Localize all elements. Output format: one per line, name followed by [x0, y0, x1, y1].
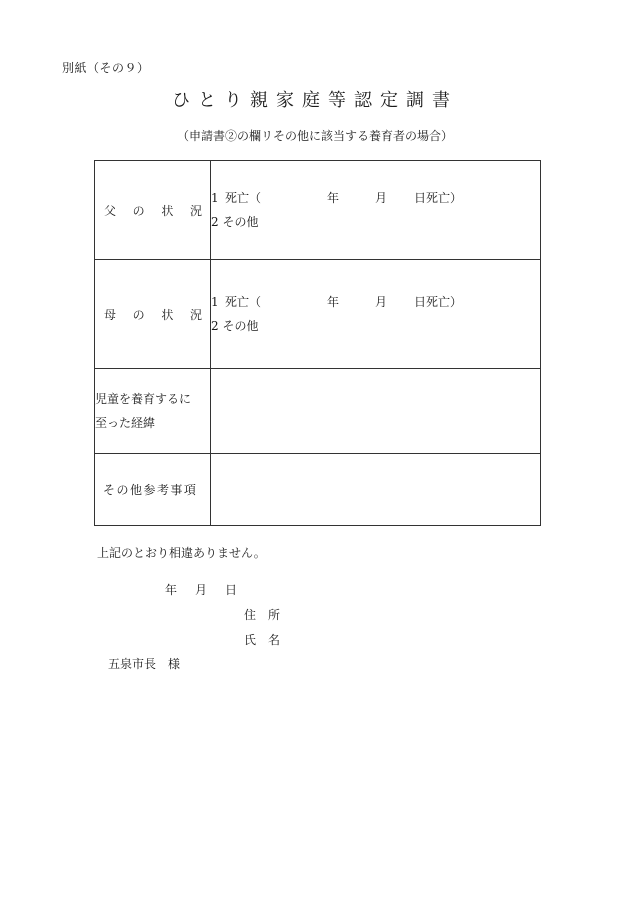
- label-char: 母: [104, 307, 117, 322]
- name-label-char: 名: [268, 633, 281, 647]
- address-label-char: 所: [268, 608, 281, 622]
- mother-other-option: 2 その他: [211, 319, 259, 333]
- label-char: の: [132, 203, 145, 218]
- honorific: 様: [168, 657, 181, 671]
- notes-field[interactable]: [211, 454, 541, 526]
- reason-label-line1: 児童を養育するに: [95, 392, 192, 406]
- label-char: の: [116, 483, 129, 497]
- date-line[interactable]: [165, 581, 237, 598]
- recipient-name: 五泉市長: [108, 657, 157, 671]
- year-label: 年: [165, 583, 178, 597]
- label-char: 状: [161, 203, 174, 218]
- reason-row: [95, 369, 541, 454]
- mother-status-label: [95, 260, 211, 369]
- annex-label: 別紙（その９）: [62, 61, 150, 75]
- label-char: 参: [143, 483, 156, 497]
- recipient-line: [108, 655, 180, 672]
- father-death-option: [211, 186, 540, 210]
- label-char: そ: [103, 483, 116, 497]
- mother-death-option: [211, 290, 540, 314]
- father-status-field[interactable]: [211, 161, 541, 260]
- notes-label: [95, 454, 211, 526]
- label-char: 況: [189, 203, 202, 218]
- mother-status-row: [95, 260, 541, 369]
- address-field[interactable]: [244, 606, 280, 623]
- month-label: 月: [195, 583, 208, 597]
- document-title: ひとり親家庭等認定調書: [172, 90, 458, 111]
- label-char: 父: [104, 203, 117, 218]
- label-char: 他: [129, 483, 142, 497]
- father-status-label: [95, 161, 211, 260]
- document-subtitle: （申請書②の欄リその他に該当する養育者の場合）: [176, 129, 453, 143]
- reason-label-line2: 至った経緯: [95, 416, 156, 430]
- label-char: 項: [183, 483, 196, 497]
- month-label: 月: [375, 295, 388, 309]
- death-suffix: 日死亡）: [414, 295, 463, 309]
- option-number: 1: [211, 295, 219, 309]
- label-char: 事: [170, 483, 183, 497]
- certification-table: [94, 160, 541, 526]
- reason-field[interactable]: [211, 369, 541, 454]
- father-status-row: [95, 161, 541, 260]
- month-label: 月: [375, 191, 388, 205]
- death-prefix: 死亡（: [225, 191, 262, 205]
- label-char: 状: [161, 307, 174, 322]
- father-other-option: 2 その他: [211, 215, 259, 229]
- label-char: 考: [156, 483, 169, 497]
- death-suffix: 日死亡）: [414, 191, 463, 205]
- address-label-char: 住: [244, 608, 257, 622]
- mother-status-field[interactable]: [211, 260, 541, 369]
- reason-label: [95, 369, 211, 454]
- day-label: 日: [225, 583, 238, 597]
- declaration-statement: 上記のとおり相違ありません。: [97, 546, 266, 560]
- notes-row: [95, 454, 541, 526]
- label-char: の: [132, 307, 145, 322]
- label-char: 況: [189, 307, 202, 322]
- death-prefix: 死亡（: [225, 295, 262, 309]
- name-label-char: 氏: [244, 633, 257, 647]
- year-label: 年: [327, 191, 340, 205]
- name-field[interactable]: [244, 631, 280, 648]
- option-number: 1: [211, 191, 219, 205]
- year-label: 年: [327, 295, 340, 309]
